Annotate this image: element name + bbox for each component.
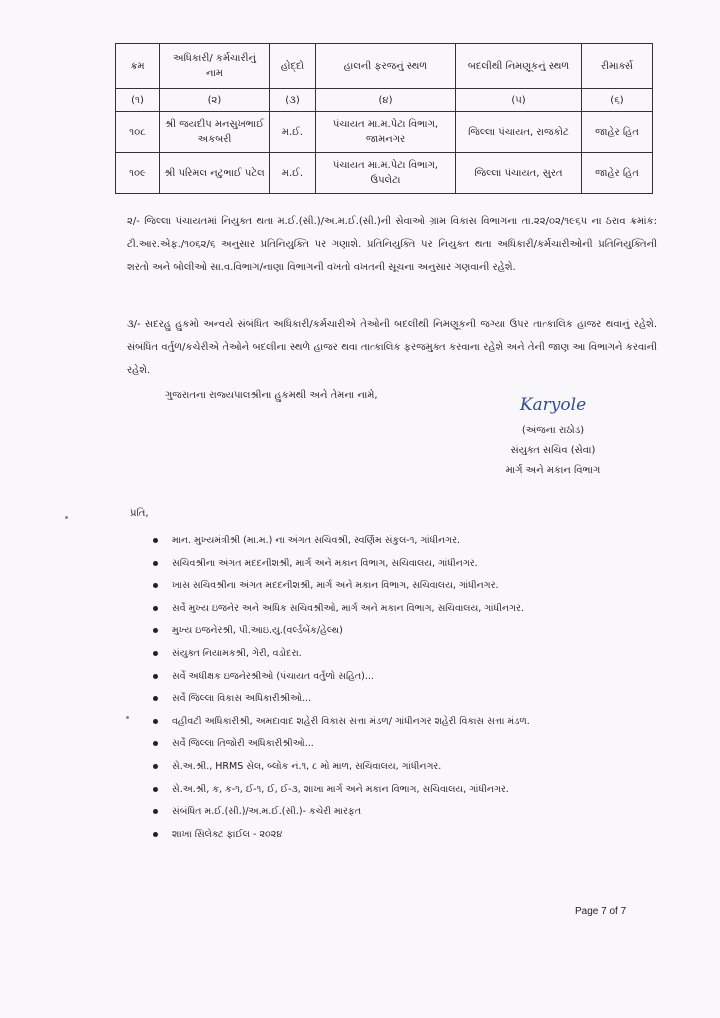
bullet-icon <box>153 674 158 679</box>
paragraph-joining: ૩/- સદરહુ હુકમો અન્વયે સંબંધિત અધિકારી/કર્મચારીએ તેઓની બદલીથી નિમણૂકની જગ્યા ઉપર તાત્કાલિક હાજર થવાનું રહેશે. સંબંધિત વર્તુળ/કચેરીએ તેઓને બદલીના સ્થળે હાજર થવા તાત્કાલિક ફરજમુક્ત કરવાના રહેશે અને તેની જાણ આ વિભાગને કરવાની રહેશે. <box>127 319 657 376</box>
list-item <box>146 756 636 779</box>
index-cell: (૬) <box>582 89 653 112</box>
recipient-text: સંયુક્ત નિયામકશ્રી, ગેરી, વડોદરા. <box>172 647 302 659</box>
list-item <box>146 824 636 847</box>
order-line: ગુજરાતના રાજ્યપાલશ્રીના હુકમથી અને તેમના નામે, <box>165 390 378 401</box>
bullet-icon <box>153 538 158 543</box>
header-cell: રીમાર્ક્સ <box>582 44 653 89</box>
recipient-text: મુખ્ય ઇજનેરશ્રી, પી.આઇ.યુ.(વર્લ્ડબેંક/હેલ્થ) <box>172 625 343 637</box>
list-item <box>146 575 636 598</box>
header-cell: અધિકારી/ કર્મચારીનું નામ <box>160 44 270 89</box>
list-item <box>146 733 636 756</box>
index-cell: (૫) <box>456 89 582 112</box>
signature-block <box>488 395 618 481</box>
recipient-text: સર્વે જિલ્લા તિજોરી અધિકારીશ્રીઓ... <box>172 738 314 750</box>
list-item <box>146 620 636 643</box>
recipients-list <box>146 530 636 846</box>
recipient-text: સર્વે જિલ્લા વિકાસ અધિકારીશ્રીઓ... <box>172 693 312 705</box>
list-item <box>146 666 636 689</box>
signatory-department: માર્ગ અને મકાન વિભાગ <box>505 465 601 476</box>
bullet-icon <box>153 651 158 656</box>
recipient-text: માન. મુખ્યમંત્રીશ્રી (મા.મ.) ના અંગત સચિવશ્રી, સ્વર્ણિમ સંકુલ-૧, ગાંધીનગર. <box>172 535 461 546</box>
list-item <box>146 688 636 711</box>
bullet-icon <box>153 719 158 724</box>
recipients-heading: પ્રતિ, <box>130 508 149 519</box>
signature-scrawl: Karyole <box>519 395 587 415</box>
bullet-icon <box>153 561 158 566</box>
header-cell: હાલની ફરજનું સ્થળ <box>316 44 456 89</box>
table-cell: પંચાયત મા.મ.પેટા વિભાગ, ઉપલેટા <box>316 153 456 194</box>
recipient-text: સર્વે મુખ્ય ઇજનેર અને અધિક સચિવશ્રીઓ, માર્ગ અને મકાન વિભાગ, સચિવાલય, ગાંધીનગર. <box>172 602 524 614</box>
bullet-icon <box>153 764 158 769</box>
signatory-name: (અંજના રાઠોડ) <box>521 425 585 436</box>
bullet-icon <box>153 741 158 746</box>
header-cell: હોદ્દો <box>270 44 316 89</box>
table-cell: મ.ઈ. <box>270 112 316 153</box>
transfer-table <box>115 43 653 194</box>
table-cell: પંચાયત મા.મ.પેટા વિભાગ, જામનગર <box>316 112 456 153</box>
scan-speck <box>65 516 68 519</box>
table-header-row <box>116 44 653 89</box>
recipient-text: સે.અ.શ્રી., HRMS સેલ, બ્લોક નં.૧, ૮ મો માળ, સચિવાલય, ગાંધીનગર. <box>172 760 442 772</box>
bullet-icon <box>153 787 158 792</box>
bullet-icon <box>153 832 158 837</box>
list-item <box>146 779 636 802</box>
list-item <box>146 711 636 734</box>
bullet-icon <box>153 809 158 814</box>
table-cell: ૧૦૮ <box>116 112 160 153</box>
list-item <box>146 643 636 666</box>
signatory-title: સંયુક્ત સચિવ (સેવા) <box>510 445 596 456</box>
paragraph-deputation: ૨/- જિલ્લા પંચાયતમાં નિયુક્ત થતા મ.ઈ.(સી.)/અ.મ.ઈ.(સી.)ની સેવાઓ ગ્રામ વિકાસ વિભાગના તા.૨૨/૦૨/૧૯૬૫ ના ઠરાવ ક્રમાંક: ટી.આર.એફ./૧૦૬૨/૬ અનુસાર પ્રતિનિયુક્તિ પર ગણાશે. પ્રતિનિયુક્તિ પર નિયુક્ત થતા અધિકારી/કર્મચારીઓની પ્રતિનિયુક્તિની શરતો અને બોલીઓ સા.વ.વિભાગ/નાણા વિભાગની વખતો વખતની સૂચના અનુસાર ગણવાની રહેશે. <box>127 216 657 273</box>
list-item <box>146 801 636 824</box>
recipient-text: શાખા સિલેક્ટ ફાઈલ - ૨૦૨૪ <box>172 828 283 840</box>
bullet-icon <box>153 696 158 701</box>
table-cell: શ્રી પરિમલ નટુભાઈ પટેલ <box>160 153 270 194</box>
table-row <box>116 112 653 153</box>
list-item <box>146 530 636 553</box>
scan-speck <box>126 716 129 719</box>
list-item <box>146 598 636 621</box>
index-cell: (૧) <box>116 89 160 112</box>
bullet-icon <box>153 583 158 588</box>
table-cell: ૧૦૯ <box>116 153 160 194</box>
index-cell: (૩) <box>270 89 316 112</box>
table-index-row <box>116 89 653 112</box>
table-cell: જિલ્લા પંચાયત, સુરત <box>456 153 582 194</box>
recipient-text: વહીવટી અધિકારીશ્રી, અમદાવાદ શહેરી વિકાસ સત્તા મંડળ/ ગાંધીનગર શહેરી વિકાસ સત્તા મંડળ. <box>172 715 530 727</box>
table-row <box>116 153 653 194</box>
header-cell: બદલીથી નિમણૂકનું સ્થળ <box>456 44 582 89</box>
table-cell: મ.ઈ. <box>270 153 316 194</box>
table-cell: જાહેર હિત <box>582 153 653 194</box>
index-cell: (૪) <box>316 89 456 112</box>
recipient-text: સંબંધિત મ.ઈ.(સી.)/અ.મ.ઈ.(સી.)- કચેરી મારફત <box>172 806 362 818</box>
page-number: Page 7 of 7 <box>575 906 627 917</box>
list-item <box>146 553 636 576</box>
recipient-text: સે.અ.શ્રી, ક, ક-૧, ઈ-૧, ઈ, ઈ-૩, શાખા માર્ગ અને મકાન વિભાગ, સચિવાલય, ગાંધીનગર. <box>172 783 509 795</box>
recipient-text: સચિવશ્રીના અંગત મદદનીશશ્રી, માર્ગ અને મકાન વિભાગ, સચિવાલય, ગાંધીનગર. <box>172 557 478 569</box>
table-cell: શ્રી જયદીપ મનસુખભાઈ અકબરી <box>160 112 270 153</box>
recipient-text: સર્વે અધીક્ષક ઇજનેરશ્રીઓ (પંચાયત વર્તુળો સહિત)... <box>172 670 374 682</box>
table-cell: જાહેર હિત <box>582 112 653 153</box>
header-cell: ક્રમ <box>116 44 160 89</box>
bullet-icon <box>153 606 158 611</box>
index-cell: (૨) <box>160 89 270 112</box>
bullet-icon <box>153 628 158 633</box>
table-cell: જિલ્લા પંચાયત, રાજકોટ <box>456 112 582 153</box>
recipient-text: ખાસ સચિવશ્રીના અંગત મદદનીશશ્રી, માર્ગ અને મકાન વિભાગ, સચિવાલય, ગાંધીનગર. <box>172 580 499 592</box>
